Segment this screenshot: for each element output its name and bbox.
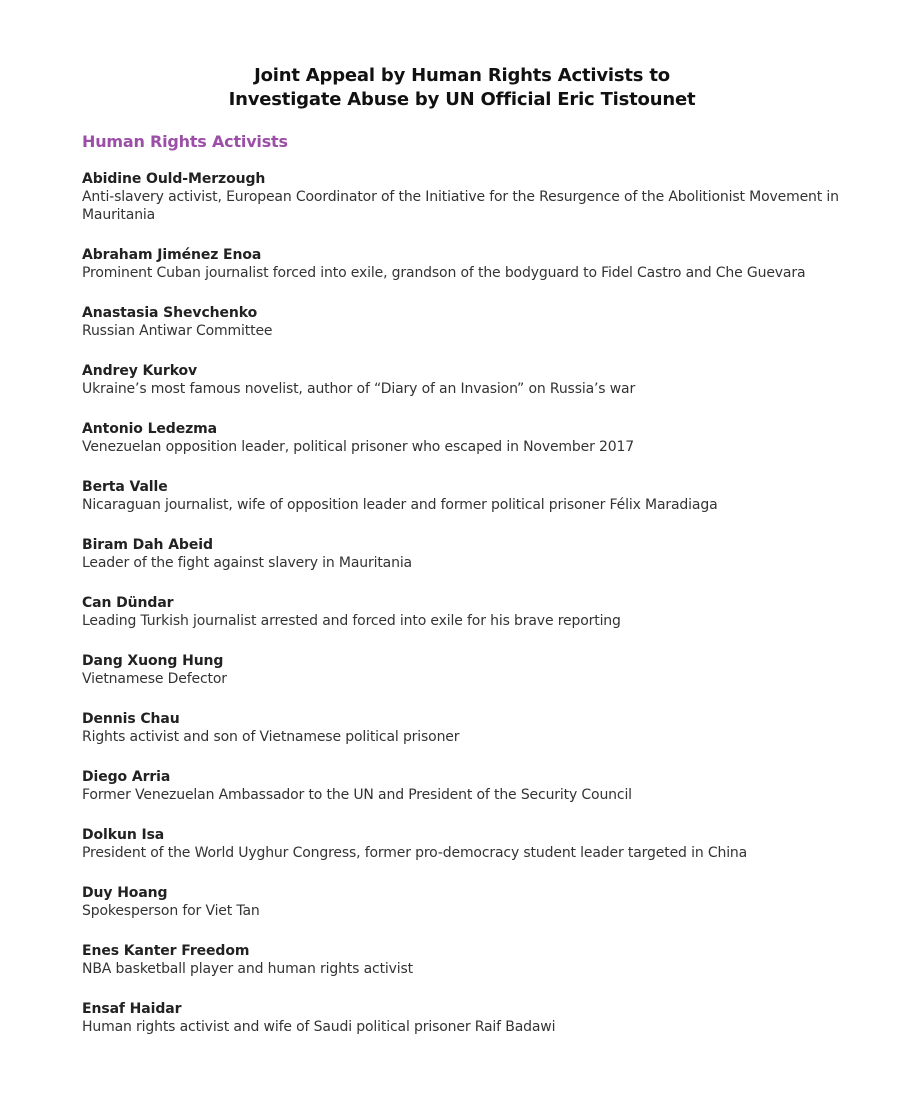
activist-entry bbox=[82, 362, 842, 398]
activist-entry bbox=[82, 536, 842, 572]
activist-description: NBA basketball player and human rights activist bbox=[82, 961, 414, 977]
activist-name: Antonio Ledezma bbox=[82, 421, 217, 437]
activist-name: Berta Valle bbox=[82, 479, 168, 495]
activist-description: Leader of the fight against slavery in Mauritania bbox=[82, 555, 412, 571]
activist-description: Prominent Cuban journalist forced into exile, grandson of the bodyguard to Fidel Castro and Che Guevara bbox=[82, 265, 806, 281]
activist-name: Abraham Jiménez Enoa bbox=[82, 247, 262, 263]
activist-entry bbox=[82, 942, 842, 978]
activist-entry bbox=[82, 594, 842, 630]
title-line-2: Investigate Abuse by UN Official Eric Tistounet bbox=[228, 89, 696, 110]
activist-description: President of the World Uyghur Congress, former pro-democracy student leader targeted in China bbox=[82, 845, 748, 861]
activist-name: Anastasia Shevchenko bbox=[82, 305, 258, 321]
activist-entry bbox=[82, 768, 842, 804]
activist-description: Rights activist and son of Vietnamese political prisoner bbox=[82, 729, 460, 745]
activist-entry bbox=[82, 652, 842, 688]
activist-entry bbox=[82, 710, 842, 746]
activist-entry bbox=[82, 1000, 842, 1036]
activist-name: Duy Hoang bbox=[82, 885, 168, 901]
activist-list bbox=[82, 170, 842, 1058]
activist-entry bbox=[82, 420, 842, 456]
activist-name: Diego Arria bbox=[82, 769, 171, 785]
activist-description: Nicaraguan journalist, wife of opposition leader and former political prisoner Félix Maradiaga bbox=[82, 497, 718, 513]
activist-description: Leading Turkish journalist arrested and forced into exile for his brave reporting bbox=[82, 613, 621, 629]
activist-description: Venezuelan opposition leader, political prisoner who escaped in November 2017 bbox=[82, 439, 635, 455]
activist-description: Vietnamese Defector bbox=[82, 671, 227, 687]
activist-description: Human rights activist and wife of Saudi political prisoner Raif Badawi bbox=[82, 1019, 556, 1035]
activist-entry bbox=[82, 304, 842, 340]
activist-entry bbox=[82, 478, 842, 514]
activist-description: Spokesperson for Viet Tan bbox=[82, 903, 260, 919]
activist-name: Can Dündar bbox=[82, 595, 174, 611]
activist-description: Anti-slavery activist, European Coordinator of the Initiative for the Resurgence of the Abolitionist Movement in Mauritania bbox=[82, 189, 839, 223]
activist-name: Enes Kanter Freedom bbox=[82, 943, 250, 959]
activist-name: Abidine Ould-Merzough bbox=[82, 171, 266, 187]
activist-name: Ensaf Haidar bbox=[82, 1001, 182, 1017]
title-line-1: Joint Appeal by Human Rights Activists to bbox=[254, 65, 670, 86]
activist-entry bbox=[82, 246, 842, 282]
activist-description: Ukraine’s most famous novelist, author of “Diary of an Invasion” on Russia’s war bbox=[82, 381, 636, 397]
activist-name: Andrey Kurkov bbox=[82, 363, 198, 379]
activist-name: Dennis Chau bbox=[82, 711, 180, 727]
activist-description: Former Venezuelan Ambassador to the UN and President of the Security Council bbox=[82, 787, 632, 803]
activist-name: Dolkun Isa bbox=[82, 827, 165, 843]
activist-description: Russian Antiwar Committee bbox=[82, 323, 273, 339]
section-heading: Human Rights Activists bbox=[82, 132, 288, 151]
activist-name: Dang Xuong Hung bbox=[82, 653, 224, 669]
activist-entry bbox=[82, 170, 842, 224]
activist-entry bbox=[82, 826, 842, 862]
activist-entry bbox=[82, 884, 842, 920]
document-title bbox=[0, 64, 924, 112]
activist-name: Biram Dah Abeid bbox=[82, 537, 213, 553]
